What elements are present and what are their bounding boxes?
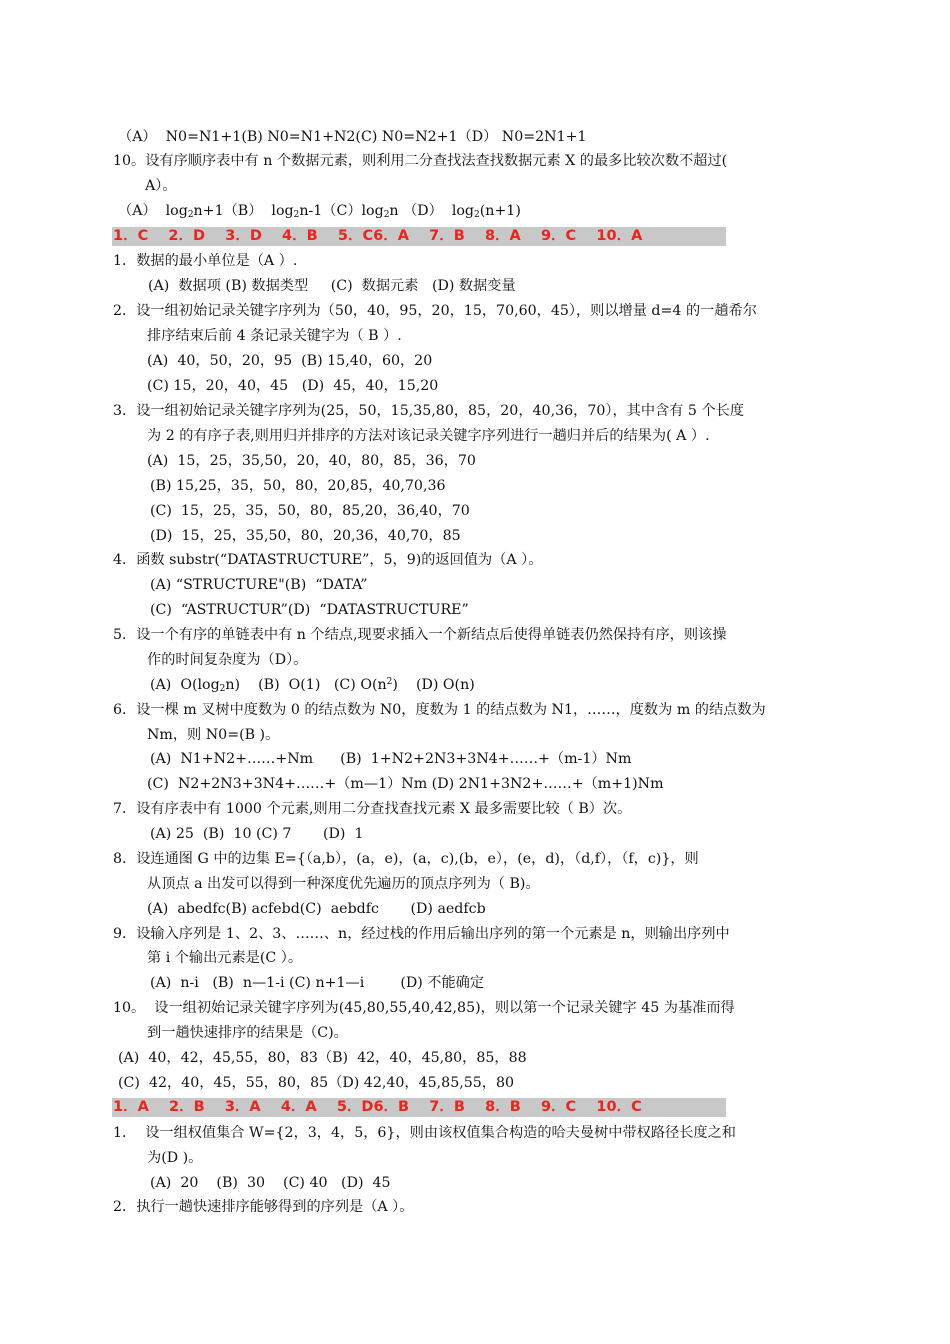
s2-q6-line1: 6．设一棵 m 叉树中度数为 0 的结点数为 N0，度数为 1 的结点数为 N1，……，度数为 m 的结点数为 [113,702,766,718]
s2-q2-line1: 2．设一组初始记录关键字序列为（50，40，95，20，15，70,60，45），则以增量 d=4 的一趟希尔 [113,303,757,319]
s2-q5-line2: 作的时间复杂度为（D）。 [147,652,308,668]
s2-q10-options-cd: (C) 42，40，45，55，80，85（D) 42,40，45,85,55，80 [118,1075,515,1091]
s2-q9-options: (A) n-i (B) n—1-i (C) n+1—i (D) 不能确定 [150,975,485,991]
s2-q2-options-cd: (C) 15，20，40，45 (D) 45，40，15,20 [147,378,439,394]
s2-q5-options: (A) $O(\log_2n)$ (B) O(1) (C) $O(n^2)$ (D) O(n) [150,677,475,694]
s2-q10-line2: 到一趟快速排序的结果是（C)。 [147,1025,348,1041]
s2-q3-line2: 为 2 的有序子表,则用归并排序的方法对该记录关键字序列进行一趟归并后的结果为( A ）. [147,428,710,444]
s2-q3-option-d: (D) 15，25，35,50，80，20,36，40,70，85 [150,528,461,544]
s2-q6-options-cd: (C) N2+2N3+3N4+……+（m—1）Nm (D) 2N1+3N2+……+（m+1)Nm [147,776,664,792]
s2-q9-line2: 第 i 个输出元素是(C ）。 [147,950,303,966]
s2-q4-options-ab: (A) “STRUCTURE"(B) “DATA” [150,577,368,593]
s2-q4: 4．函数 substr(“DATASTRUCTURE”，5，9)的返回值为（A ）。 [113,552,543,568]
s2-q7: 7．设有序表中有 1000 个元素,则用二分查找查找元素 X 最多需要比较（ B）次。 [113,801,632,817]
s2-q8-options: (A) abedfc(B) acfebd(C) aebdfc (D) aedfcb [147,901,486,917]
s3-q1-line2: 为(D )。 [147,1150,203,1166]
s2-q10-options-ab: (A) 40，42，45,55，80，83（B) 42，40，45,80，85，88 [118,1050,527,1066]
s2-q9-line1: 9．设输入序列是 1、2、3、……、n，经过栈的作用后输出序列的第一个元素是 n，则输出序列中 [113,926,730,942]
s2-q3-option-c: (C) 15，25，35，50，80，85,20，36,40，70 [150,503,470,519]
s2-q1: 1．数据的最小单位是（A ）. [113,253,298,269]
s2-q6-line2: Nm，则 N0=(B )。 [147,727,280,743]
q10-stem-line1: 10。设有序顺序表中有 n 个数据元素，则利用二分查找法查找数据元素 X 的最多比较次数不超过( [113,153,728,169]
s2-q8-line2: 从顶点 a 出发可以得到一种深度优先遍历的顶点序列为（ B)。 [147,876,540,892]
q10-stem-line2: A）。 [145,178,177,194]
s2-q2-line2: 排序结束后前 4 条记录关键字为（ B ）. [147,328,402,344]
s2-q10-line1: 10。 设一组初始记录关键字序列为(45,80,55,40,42,85)，则以第一个记录关键字 45 为基准而得 [113,1000,735,1016]
s2-q8-line1: 8．设连通图 G 中的边集 E={（a,b），(a，e)，(a，c),(b，e），(e，d)，（d,f），（f，c)}，则 [113,851,699,867]
s3-q1-line1: 1． 设一组权值集合 W={2，3，4，5，6}，则由该权值集合构造的哈夫曼树中带权路径长度之和 [113,1125,736,1141]
s2-q2-options-ab: (A) 40，50，20，95 (B) 15,40，60，20 [147,353,433,369]
q9-options-line: （A） N0=N1+1(B) N0=N1+N2(C) N0=N2+1（D） N0=2N1+1 [118,129,587,145]
s3-q2: 2．执行一趟快速排序能够得到的序列是（A ）。 [113,1199,414,1215]
s2-q4-options-cd: (C) “ASTRUCTUR”(D) “DATASTRUCTURE” [150,602,469,618]
s3-q1-options: (A) 20 (B) 30 (C) 40 (D) 45 [150,1175,391,1191]
s2-q5-line1: 5．设一个有序的单链表中有 n 个结点,现要求插入一个新结点后使得单链表仍然保持有序，则该操 [113,627,727,643]
s2-q3-line1: 3．设一组初始记录关键字序列为(25，50，15,35,80，85，20，40,36，70），其中含有 5 个长度 [113,403,745,419]
s2-q7-options: (A) 25 (B) 10 (C) 7 (D) 1 [150,826,364,842]
s2-q3-option-a: (A) 15，25，35,50，20，40，80，85，36，70 [147,453,476,469]
q10-options-line: （A） $\log_2n+1(B)$ $\log_2n-1(C)\log_2n$ （D） $\log_2(n+1)$ [118,203,521,220]
s2-q3-option-b: (B) 15,25，35，50，80，20,85，40,70,36 [150,478,446,494]
answer-key-2: 1．A 2．B 3．A 4．A 5．D6．B 7．B 8．B 9．C 10．C [113,1099,642,1115]
s2-q6-options-ab: (A) N1+N2+……+Nm (B) 1+N2+2N3+3N4+……+（m-1）Nm [150,751,632,767]
answer-key-1: 1．C 2．D 3．D 4．B 5．C6．A 7．B 8．A 9．C 10．A [113,228,643,244]
s2-q1-options: (A) 数据项 (B) 数据类型 (C) 数据元素 (D) 数据变量 [148,278,516,294]
